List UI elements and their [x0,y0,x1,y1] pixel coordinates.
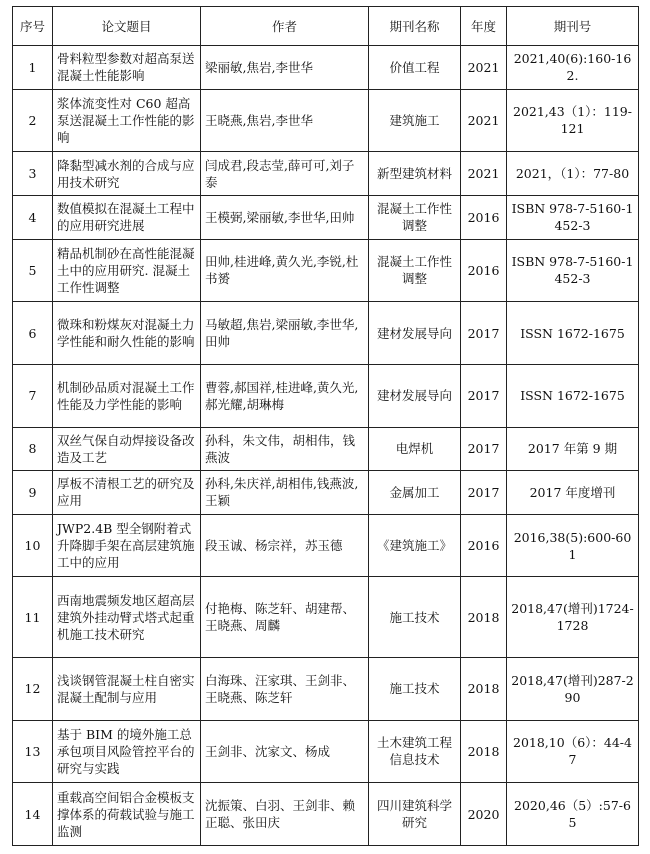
row-issue: 2021,40(6):160-162. [507,46,639,90]
table-row [13,302,639,365]
row-authors: 白海珠、汪家琪、王剑非、王晓燕、陈芝轩 [201,657,369,720]
row-title: 浆体流变性对 C60 超高泵送混凝土工作性能的影响 [53,89,201,152]
row-no: 6 [13,302,53,365]
row-issue: ISSN 1672-1675 [507,364,639,427]
row-journal: 金属加工 [369,471,461,515]
row-journal: 新型建筑材料 [369,152,461,196]
table-row [13,514,639,577]
papers-table [12,6,639,846]
table-body [13,46,639,846]
row-authors: 段玉诚、杨宗祥，苏玉德 [201,514,369,577]
row-year: 2021 [461,46,507,90]
row-year: 2021 [461,152,507,196]
row-issue: 2021,43（1）：119-121 [507,89,639,152]
row-issue: ISSN 1672-1675 [507,302,639,365]
row-authors: 沈振策、白羽、王剑非、赖正聪、张田庆 [201,783,369,846]
row-no: 13 [13,720,53,783]
row-issue: 2017 年第 9 期 [507,427,639,471]
row-no: 12 [13,657,53,720]
table-header-row [13,7,639,46]
row-title: 机制砂品质对混凝土工作性能及力学性能的影响 [53,364,201,427]
row-issue: 2016,38(5):600-601 [507,514,639,577]
row-title: 浅谈钢管混凝土柱自密实混凝土配制与应用 [53,657,201,720]
row-title: 降黏型减水剂的合成与应用技术研究 [53,152,201,196]
row-title: 微珠和粉煤灰对混凝土力学性能和耐久性能的影响 [53,302,201,365]
row-authors: 王剑非、沈家文、杨成 [201,720,369,783]
row-issue: 2021，（1）：77-80 [507,152,639,196]
row-year: 2016 [461,514,507,577]
row-year: 2016 [461,239,507,302]
row-journal: 施工技术 [369,577,461,658]
row-year: 2017 [461,471,507,515]
row-issue: 2018,10（6）：44-47 [507,720,639,783]
row-title: 西南地震频发地区超高层建筑外挂动臂式塔式起重机施工技术研究 [53,577,201,658]
row-year: 2018 [461,657,507,720]
header-no: 序号 [13,7,53,46]
row-journal: 四川建筑科学研究 [369,783,461,846]
row-authors: 闫成君,段志莹,薛可可,刘子泰 [201,152,369,196]
table-row [13,195,639,239]
row-title: 厚板不清根工艺的研究及应用 [53,471,201,515]
row-title: 骨料粒型参数对超高泵送混凝土性能影响 [53,46,201,90]
row-issue: 2017 年度增刊 [507,471,639,515]
row-journal: 《建筑施工》 [369,514,461,577]
row-no: 2 [13,89,53,152]
row-journal: 建筑施工 [369,89,461,152]
table-row [13,783,639,846]
row-year: 2018 [461,577,507,658]
header-issue: 期刊号 [507,7,639,46]
row-no: 5 [13,239,53,302]
row-year: 2018 [461,720,507,783]
row-title: 数值模拟在混凝土工程中的应用研究进展 [53,195,201,239]
row-issue: 2018,47(增刊)1724-1728 [507,577,639,658]
row-journal: 建材发展导向 [369,302,461,365]
row-authors: 王晓燕,焦岩,李世华 [201,89,369,152]
row-no: 4 [13,195,53,239]
row-title: JWP2.4B 型全钢附着式升降脚手架在高层建筑施工中的应用 [53,514,201,577]
row-journal: 混凝土工作性调整 [369,239,461,302]
row-journal: 价值工程 [369,46,461,90]
table-row [13,239,639,302]
row-authors: 孙科,朱庆祥,胡相伟,钱燕波,王颖 [201,471,369,515]
table-row [13,720,639,783]
table-row [13,89,639,152]
header-title: 论文题目 [53,7,201,46]
row-year: 2017 [461,364,507,427]
row-title: 精品机制砂在高性能混凝土中的应用研究. 混凝土工作性调整 [53,239,201,302]
row-issue: 2018,47(增刊)287-290 [507,657,639,720]
row-authors: 田帅,桂进峰,黄久光,李锐,杜书赟 [201,239,369,302]
row-journal: 电焊机 [369,427,461,471]
table-row [13,427,639,471]
row-issue: ISBN 978-7-5160-1452-3 [507,239,639,302]
table-row [13,364,639,427]
row-issue: ISBN 978-7-5160-1452-3 [507,195,639,239]
row-journal: 土木建筑工程信息技术 [369,720,461,783]
row-no: 10 [13,514,53,577]
row-authors: 王模弼,梁丽敏,李世华,田帅 [201,195,369,239]
row-no: 9 [13,471,53,515]
table-row [13,471,639,515]
header-year: 年度 [461,7,507,46]
table-row [13,46,639,90]
row-authors: 梁丽敏,焦岩,李世华 [201,46,369,90]
table-row [13,577,639,658]
row-authors: 曹蓉,郝国祥,桂进峰,黄久光,郝光耀,胡琳梅 [201,364,369,427]
row-year: 2017 [461,302,507,365]
row-no: 3 [13,152,53,196]
row-title: 重载高空间铝合金模板支撑体系的荷载试验与施工监测 [53,783,201,846]
header-journal: 期刊名称 [369,7,461,46]
header-authors: 作者 [201,7,369,46]
row-authors: 马敏超,焦岩,梁丽敏,李世华,田帅 [201,302,369,365]
table-row [13,657,639,720]
row-no: 1 [13,46,53,90]
row-no: 8 [13,427,53,471]
row-year: 2017 [461,427,507,471]
row-journal: 混凝土工作性调整 [369,195,461,239]
row-title: 基于 BIM 的境外施工总承包项目风险管控平台的研究与实践 [53,720,201,783]
row-year: 2021 [461,89,507,152]
row-title: 双丝气保自动焊接设备改造及工艺 [53,427,201,471]
row-journal: 施工技术 [369,657,461,720]
row-no: 11 [13,577,53,658]
row-authors: 付艳梅、陈芝轩、胡建帮、王晓燕、周麟 [201,577,369,658]
row-year: 2016 [461,195,507,239]
row-journal: 建材发展导向 [369,364,461,427]
table-row [13,152,639,196]
row-no: 7 [13,364,53,427]
row-no: 14 [13,783,53,846]
row-issue: 2020,46（5）:57-65 [507,783,639,846]
row-year: 2020 [461,783,507,846]
row-authors: 孙科，朱文伟，胡相伟，钱燕波 [201,427,369,471]
